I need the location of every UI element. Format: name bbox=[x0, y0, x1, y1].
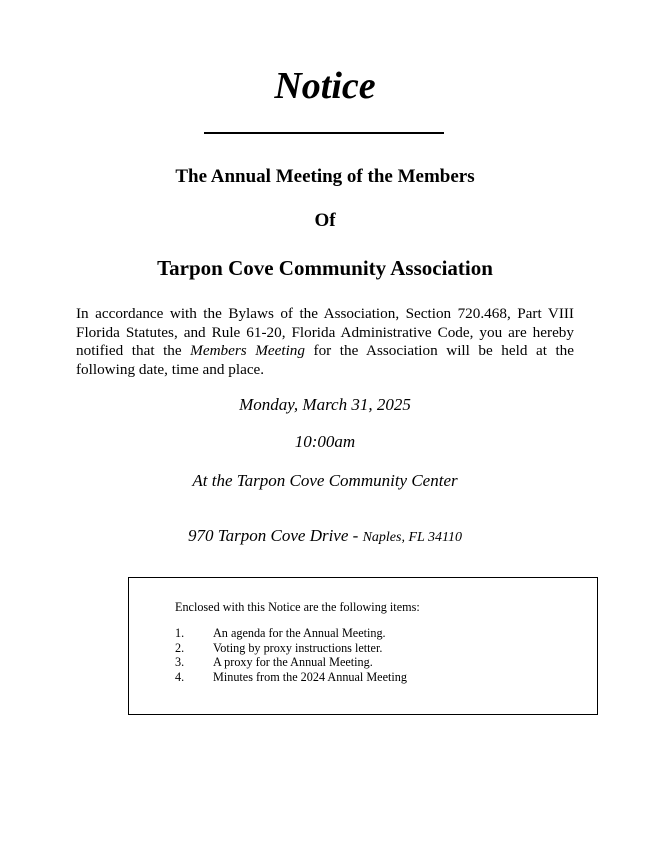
list-item-text: A proxy for the Annual Meeting. bbox=[213, 655, 373, 669]
list-item bbox=[175, 670, 407, 685]
list-item-text: Voting by proxy instructions letter. bbox=[213, 640, 383, 655]
heading-association-name: Tarpon Cove Community Association bbox=[157, 256, 493, 280]
enclosures-box bbox=[128, 577, 598, 715]
meeting-time: 10:00am bbox=[294, 432, 356, 451]
title-underline bbox=[204, 132, 444, 134]
address-city: Naples, FL 34110 bbox=[362, 530, 462, 545]
list-item bbox=[175, 626, 407, 641]
meeting-address bbox=[0, 525, 650, 549]
enclosures-intro: Enclosed with this Notice are the following items: bbox=[175, 600, 420, 614]
list-item bbox=[175, 641, 407, 656]
notice-paragraph bbox=[76, 305, 574, 379]
list-item-number: 1. bbox=[175, 626, 185, 640]
meeting-date: Monday, March 31, 2025 bbox=[239, 395, 411, 414]
list-item bbox=[175, 655, 407, 670]
paragraph-text-end: for the Association will be held at the following date, time and place. bbox=[76, 342, 574, 378]
notice-title: Notice bbox=[274, 65, 376, 107]
list-item-number: 4. bbox=[175, 669, 185, 684]
enclosures-list bbox=[175, 626, 407, 684]
list-item-number: 2. bbox=[175, 640, 185, 655]
address-street: 970 Tarpon Cove Drive - bbox=[188, 526, 363, 545]
list-item-text: Minutes from the 2024 Annual Meeting bbox=[213, 669, 407, 684]
paragraph-italic-members-meeting: Members Meeting bbox=[190, 342, 305, 359]
paragraph-text-start: In accordance with the Bylaws of the Association, Section 720.468, Part VIII Florida Statutes, and Rule 61-20, Florida Administrative Code, you are hereby notified that the bbox=[76, 305, 574, 359]
heading-of: Of bbox=[314, 210, 336, 231]
meeting-place: At the Tarpon Cove Community Center bbox=[192, 471, 458, 490]
list-item-text: An agenda for the Annual Meeting. bbox=[213, 626, 386, 640]
list-item-number: 3. bbox=[175, 655, 185, 669]
heading-annual-meeting: The Annual Meeting of the Members bbox=[175, 166, 475, 187]
